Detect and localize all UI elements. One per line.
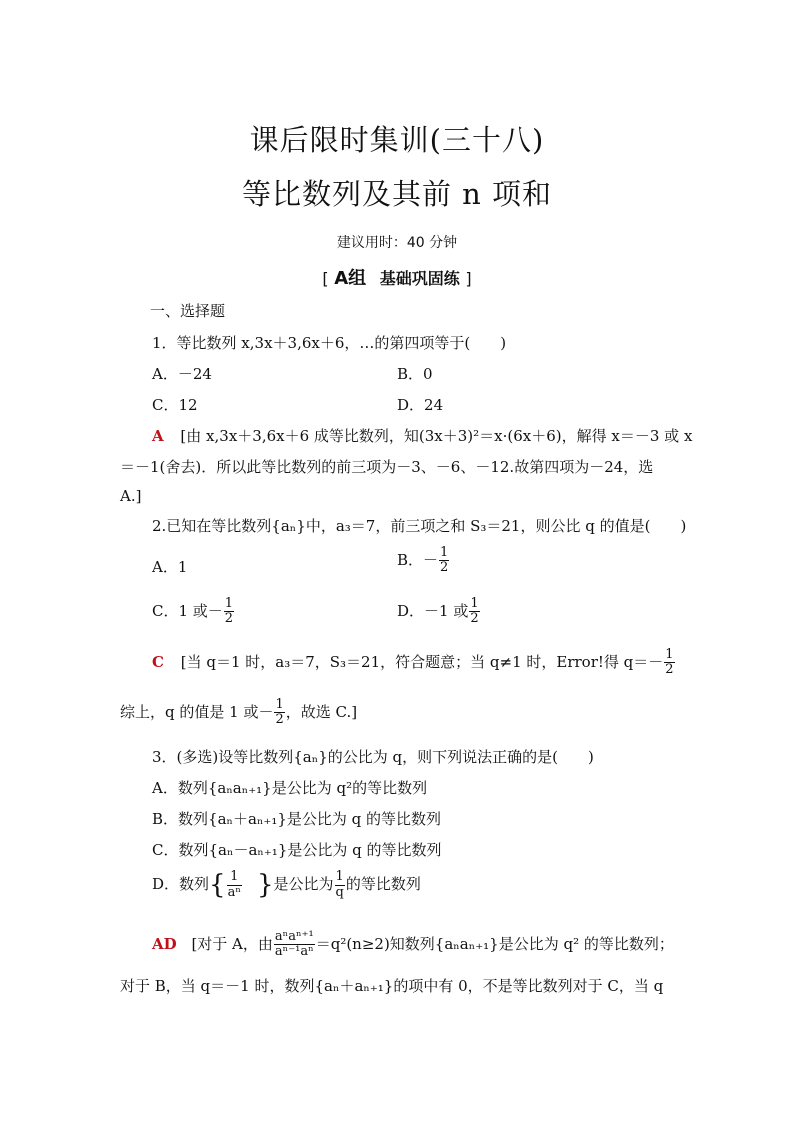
frac-num: 1 xyxy=(227,870,242,885)
q2-option-c xyxy=(152,597,235,627)
fraction-half xyxy=(274,698,284,728)
fraction-half xyxy=(664,648,674,678)
frac-den: aⁿ xyxy=(227,884,241,900)
q2-solution-post: ，故选 C.] xyxy=(285,702,358,721)
suggested-time: 建议用时：40 分钟 xyxy=(336,235,458,251)
frac-den: q xyxy=(335,884,344,900)
q1-solution-line-3: A.] xyxy=(120,487,142,505)
section-heading: 一、选择题 xyxy=(150,302,226,320)
frac-den: 2 xyxy=(275,712,284,728)
group-bracket-right: ] xyxy=(465,269,472,288)
frac-den: aⁿ⁻¹aⁿ xyxy=(274,944,314,960)
group-heading xyxy=(0,264,794,290)
frac-num: 1 xyxy=(224,596,234,611)
group-name: 基础巩固练 xyxy=(379,269,460,288)
q3-answer: AD xyxy=(152,934,177,953)
q3-solution-post: ＝q²(n≥2)知数列{aₙaₙ₊₁}是公比为 q² 的等比数列； xyxy=(315,934,674,953)
fraction-half xyxy=(224,597,234,627)
frac-den: 2 xyxy=(665,662,674,678)
fraction-one-over-an xyxy=(227,870,242,900)
left-brace-icon: { xyxy=(209,870,226,900)
q3-solution-pre: [对于 A，由 xyxy=(191,934,273,953)
q1-solution-line-1 xyxy=(152,425,692,446)
frac-den: 2 xyxy=(470,611,479,627)
q1-option-d: D．24 xyxy=(397,396,444,414)
q1-solution-text: [由 x,3x＋3,6x＋6 成等比数列，知(3x＋3)²＝x·(6x＋6)，解得 x＝－3 或 x xyxy=(180,427,693,445)
q3-option-d-label: D．数列 xyxy=(152,875,210,893)
q3-stem: 3．(多选)设等比数列{aₙ}的公比为 q，则下列说法正确的是( ) xyxy=(152,748,594,766)
q2-solution-text: [当 q＝1 时，a₃＝7，S₃＝21，符合题意；当 q≠1 时，Error!得 q＝－ xyxy=(180,652,664,671)
q1-answer: A xyxy=(152,427,164,445)
right-brace-icon: } xyxy=(256,870,274,900)
frac-num: 1 xyxy=(275,697,284,712)
q2-option-b xyxy=(397,546,450,576)
frac-num: aⁿaⁿ⁺¹ xyxy=(274,929,314,944)
frac-num: 1 xyxy=(470,596,479,611)
q2-option-b-label: B．－ xyxy=(397,550,439,569)
frac-num: 1 xyxy=(335,869,344,885)
q3-option-d-mid: 是公比为 xyxy=(273,875,334,893)
q2-option-d-label: D．－1 或 xyxy=(397,601,469,620)
fraction-half xyxy=(439,546,449,576)
fraction-half xyxy=(469,597,479,627)
q1-option-a: A．－24 xyxy=(152,365,212,383)
q1-solution-line-2: ＝－1(舍去)．所以此等比数列的前三项为－3、－6、－12.故第四项为－24，选 xyxy=(120,458,654,476)
q1-option-c: C．12 xyxy=(152,396,198,414)
q2-option-c-label: C．1 或－ xyxy=(152,601,223,620)
frac-num: 1 xyxy=(665,647,674,662)
group-label: A组 xyxy=(334,268,367,289)
q1-stem: 1．等比数列 x,3x＋3,6x＋6，…的第四项等于( ) xyxy=(152,334,507,352)
q2-solution-line-1 xyxy=(152,648,676,678)
q3-option-d xyxy=(152,870,421,900)
q3-option-a: A．数列{aₙaₙ₊₁}是公比为 q²的等比数列 xyxy=(152,779,428,797)
q3-solution-line-1 xyxy=(152,930,674,960)
title-line-2: 等比数列及其前 n 项和 xyxy=(241,177,553,211)
frac-den: 2 xyxy=(224,611,234,627)
q2-solution-pre: 综上，q 的值是 1 或－ xyxy=(120,702,274,721)
frac-den: 2 xyxy=(440,560,449,576)
q3-option-c: C．数列{aₙ－aₙ₊₁}是公比为 q 的等比数列 xyxy=(152,841,442,859)
q2-option-a: A．1 xyxy=(152,558,188,576)
q2-answer: C xyxy=(152,652,164,671)
title-line-1: 课后限时集训(三十八) xyxy=(249,123,545,157)
q3-solution-line-2: 对于 B，当 q＝－1 时，数列{aₙ＋aₙ₊₁}的项中有 0，不是等比数列对于 C，当 q xyxy=(120,977,664,995)
group-bracket-left: [ xyxy=(322,269,329,288)
q3-option-b: B．数列{aₙ＋aₙ₊₁}是公比为 q 的等比数列 xyxy=(152,810,442,828)
q1-option-b: B．0 xyxy=(397,365,433,383)
q3-option-d-post: 的等比数列 xyxy=(345,875,421,893)
q2-option-d xyxy=(397,597,481,627)
fraction-one-over-q xyxy=(335,870,345,900)
q2-stem: 2.已知在等比数列{aₙ}中，a₃＝7，前三项之和 S₃＝21，则公比 q 的值是( ) xyxy=(152,517,687,535)
q2-solution-line-2 xyxy=(120,698,357,728)
frac-num: 1 xyxy=(440,545,449,560)
fraction-ratio xyxy=(274,930,315,960)
